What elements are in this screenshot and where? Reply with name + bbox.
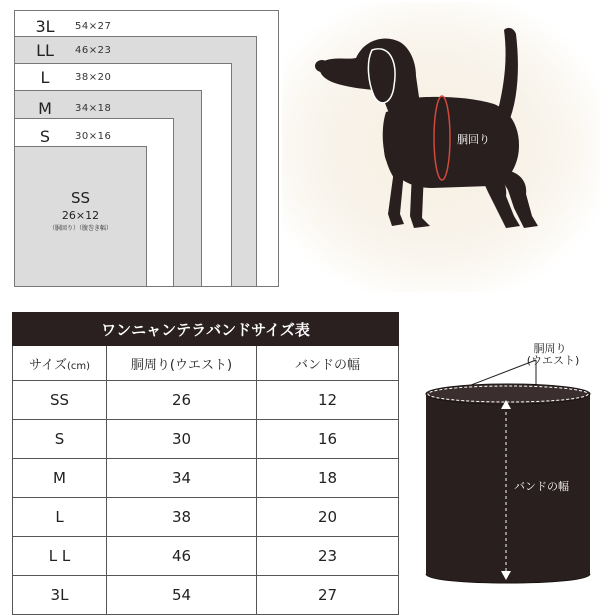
cell-size: SS [13,381,107,420]
size-label-m: M [38,98,52,118]
band-ll [15,37,256,63]
box-ss [14,146,147,287]
size-label-s: S [39,126,51,146]
size-label-3l: 3L [35,16,55,36]
cell-girth: 30 [107,420,257,459]
size-dims-ss: 26×12 [61,209,100,222]
band-diagram [410,330,600,592]
header-girth: 胴周り(ウエスト) [107,346,257,381]
table-header-row [13,346,399,381]
cell-width: 12 [257,381,399,420]
cell-size: 3L [13,576,107,615]
size-label-ll: LL [36,40,54,60]
size-dims-ll: 46×23 [75,44,112,56]
size-dims-s: 30×16 [75,130,112,142]
size-dims-l: 38×20 [75,71,112,83]
cell-girth: 34 [107,459,257,498]
table-row [13,576,399,615]
band-width-label: バンドの幅 [514,480,569,493]
table-row [13,537,399,576]
cell-width: 27 [257,576,399,615]
table-row [13,498,399,537]
band-top-rim [426,384,590,404]
cell-girth: 54 [107,576,257,615]
size-note-ss: （胴回り）（腹巻き幅） [48,225,112,232]
cell-girth: 26 [107,381,257,420]
cell-girth: 38 [107,498,257,537]
cell-width: 23 [257,537,399,576]
size-table [12,312,399,615]
cell-size: L [13,498,107,537]
cell-size: M [13,459,107,498]
table-row [13,420,399,459]
size-dims-m: 34×18 [75,102,112,114]
cell-size: L L [13,537,107,576]
table-row [13,381,399,420]
size-label-l: L [40,67,50,87]
cell-girth: 46 [107,537,257,576]
dog-girth-label: 胴回り [457,133,490,146]
cell-width: 16 [257,420,399,459]
cell-size: S [13,420,107,459]
band-girth-sub-label: (ウエスト) [526,354,580,367]
size-label-ss: SS [70,189,91,207]
band-girth-label: 胴周り [533,342,567,355]
cell-width: 18 [257,459,399,498]
band-l [15,64,231,90]
table-title: ワンニャンテラバンドサイズ表 [13,313,399,346]
table-row [13,459,399,498]
header-size: サイズ(cm) [13,346,107,381]
size-dims-3l: 54×27 [75,20,112,32]
cell-width: 20 [257,498,399,537]
dog-silhouette-icon [282,0,600,300]
header-width: バンドの幅 [257,346,399,381]
